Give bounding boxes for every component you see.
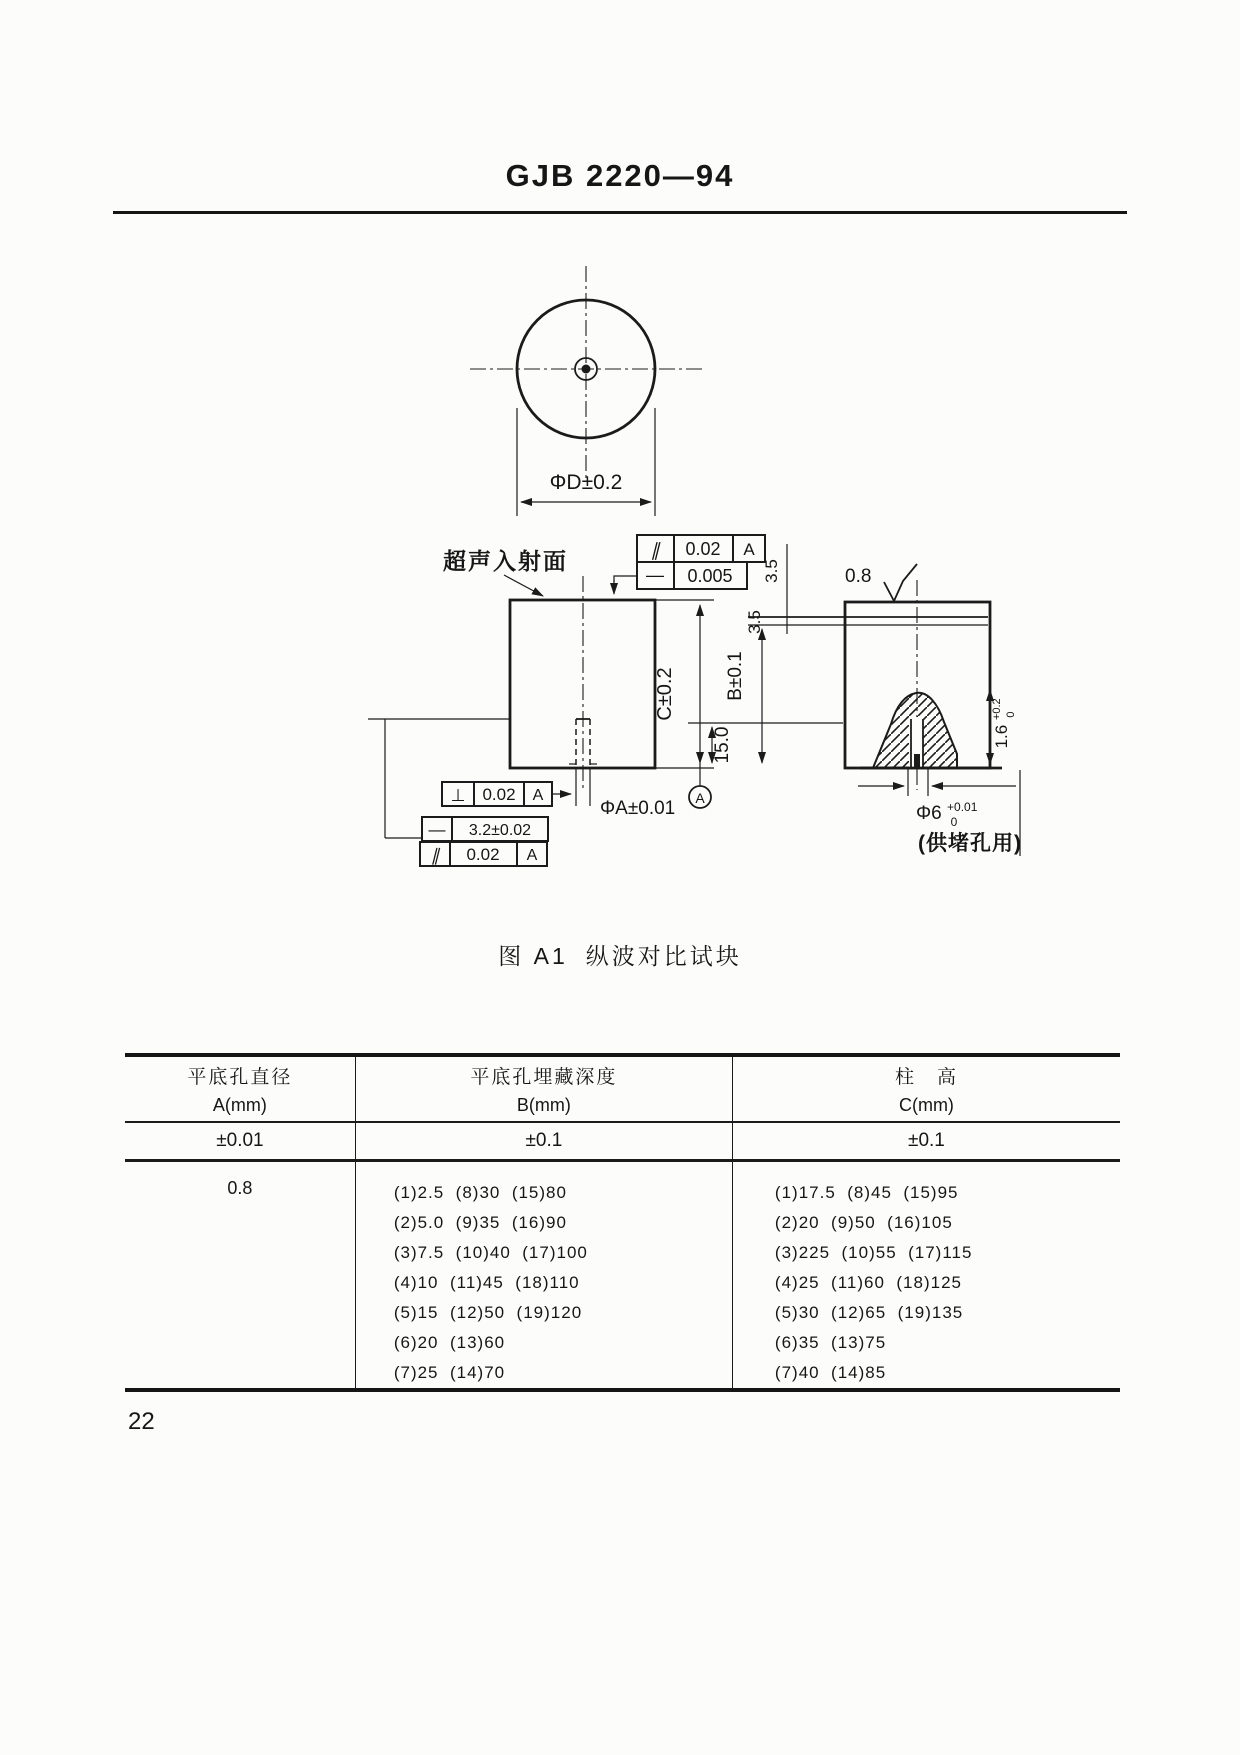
header-burial-depth — [356, 1057, 733, 1121]
header-label: 平底孔直径 — [187, 1067, 293, 1088]
figure-caption — [0, 938, 1240, 971]
header-column-height — [733, 1057, 1120, 1121]
dimension-diameter-d: ΦD±0.2 — [549, 471, 623, 494]
dimension-table — [125, 1053, 1120, 1392]
dimension-3-5-lower: 3.5 — [745, 610, 764, 634]
datum-a-letter: A — [695, 790, 705, 806]
technical-drawing — [0, 230, 1240, 930]
fcf-straightness-top — [614, 562, 747, 594]
plug-hole-note: (供堵孔用) — [918, 832, 1022, 855]
straightness-icon: — — [646, 565, 664, 585]
height-line: (7)40 (14)85 — [774, 1363, 887, 1382]
dimension-phi-a-label: ΦA±0.01 — [600, 798, 676, 819]
header-unit: C(mm) — [898, 1095, 954, 1115]
height-line: (5)30 (12)65 (19)135 — [774, 1303, 964, 1322]
height-line: (3)225 (10)55 (17)115 — [774, 1243, 973, 1262]
fcf-perpendicularity — [442, 782, 571, 806]
standard-number-header: GJB 2220—94 — [505, 158, 735, 193]
fcf-datum: A — [743, 540, 755, 559]
dimension-b-label: B±0.1 — [725, 651, 746, 701]
flat-bottom-hole-mark — [582, 365, 591, 374]
depth-line: (7)25 (14)70 — [393, 1363, 506, 1382]
hole-diameter-value: 0.8 — [125, 1162, 356, 1388]
depth-line: (5)15 (12)50 (19)120 — [393, 1303, 583, 1322]
dimension-15-label: 15.0 — [712, 726, 733, 764]
column-height-values — [733, 1162, 1120, 1388]
height-line: (6)35 (13)75 — [774, 1333, 887, 1352]
height-line: (1)17.5 (8)45 (15)95 — [774, 1183, 959, 1202]
parallelism-icon: ∥ — [430, 846, 440, 865]
dimension-15 — [688, 723, 843, 763]
dimension-c — [654, 605, 711, 808]
depth-line: (1)2.5 (8)30 (15)80 — [393, 1183, 567, 1202]
fcf-straightness-bottom — [422, 817, 548, 841]
header-hole-diameter — [125, 1057, 356, 1121]
tolerance-b: ±0.1 — [356, 1123, 733, 1159]
figure-title: 纵波对比试块 — [585, 943, 742, 969]
tolerance-a: ±0.01 — [125, 1123, 356, 1159]
phi6-base: Φ6 — [916, 803, 942, 824]
header-label: 柱 高 — [894, 1067, 958, 1088]
page-number: 22 — [128, 1408, 155, 1435]
header-divider — [113, 211, 1127, 214]
svg-text:Φ6 +0.01 0 — [916, 795, 983, 829]
parallelism-icon: ∥ — [650, 540, 660, 560]
burial-depth-values — [356, 1162, 733, 1388]
figure-number: 图 A1 — [498, 943, 568, 969]
fcf-parallelism-bottom — [420, 842, 547, 866]
dim16-sup: +0.2 — [991, 698, 1003, 721]
roughness-value: 0.8 — [845, 566, 872, 587]
height-line: (4)25 (11)60 (18)125 — [774, 1273, 962, 1292]
fcf-value: 0.02 — [466, 845, 500, 864]
front-view — [510, 576, 714, 806]
table-tolerance-row — [125, 1121, 1120, 1159]
top-view — [470, 266, 702, 516]
table-body-row — [125, 1159, 1120, 1388]
perpendicularity-icon: ⊥ — [450, 786, 466, 805]
dimension-1-6 — [985, 690, 1017, 764]
fcf-parallelism-top — [637, 535, 765, 562]
header-label: 平底孔埋藏深度 — [470, 1067, 618, 1088]
fcf-value: 0.02 — [685, 539, 721, 559]
fcf-value: 3.2±0.02 — [468, 822, 532, 839]
straightness-icon: — — [428, 820, 446, 839]
phi6-sub: 0 — [950, 815, 958, 829]
dimension-c-label: C±0.2 — [654, 667, 676, 721]
plug-cone — [873, 693, 957, 768]
height-line: (2)20 (9)50 (16)105 — [774, 1213, 953, 1232]
phi6-sup: +0.01 — [947, 800, 978, 814]
incidence-face-callout — [443, 548, 568, 596]
depth-line: (2)5.0 (9)35 (16)90 — [393, 1213, 567, 1232]
header-unit: B(mm) — [516, 1095, 571, 1115]
dimension-phi6 — [858, 786, 1022, 855]
depth-line: (6)20 (13)60 — [393, 1333, 506, 1352]
dimension-3-5-upper: 3.5 — [762, 559, 781, 583]
fcf-datum: A — [526, 847, 538, 864]
table-header-row — [125, 1057, 1120, 1121]
dim16-sub: 0 — [1005, 711, 1017, 718]
header-unit: A(mm) — [212, 1095, 267, 1115]
surface-roughness-icon — [845, 564, 917, 601]
fcf-value: 0.005 — [687, 566, 733, 586]
tolerance-c: ±0.1 — [908, 1130, 945, 1151]
dim16-base: 1.6 — [992, 724, 1011, 749]
depth-line: (3)7.5 (10)40 (17)100 — [393, 1243, 588, 1262]
fcf-datum: A — [532, 787, 544, 804]
fcf-value: 0.02 — [482, 785, 516, 804]
incidence-face-label: 超声入射面 — [443, 548, 568, 574]
depth-line: (4)10 (11)45 (18)110 — [393, 1273, 580, 1292]
